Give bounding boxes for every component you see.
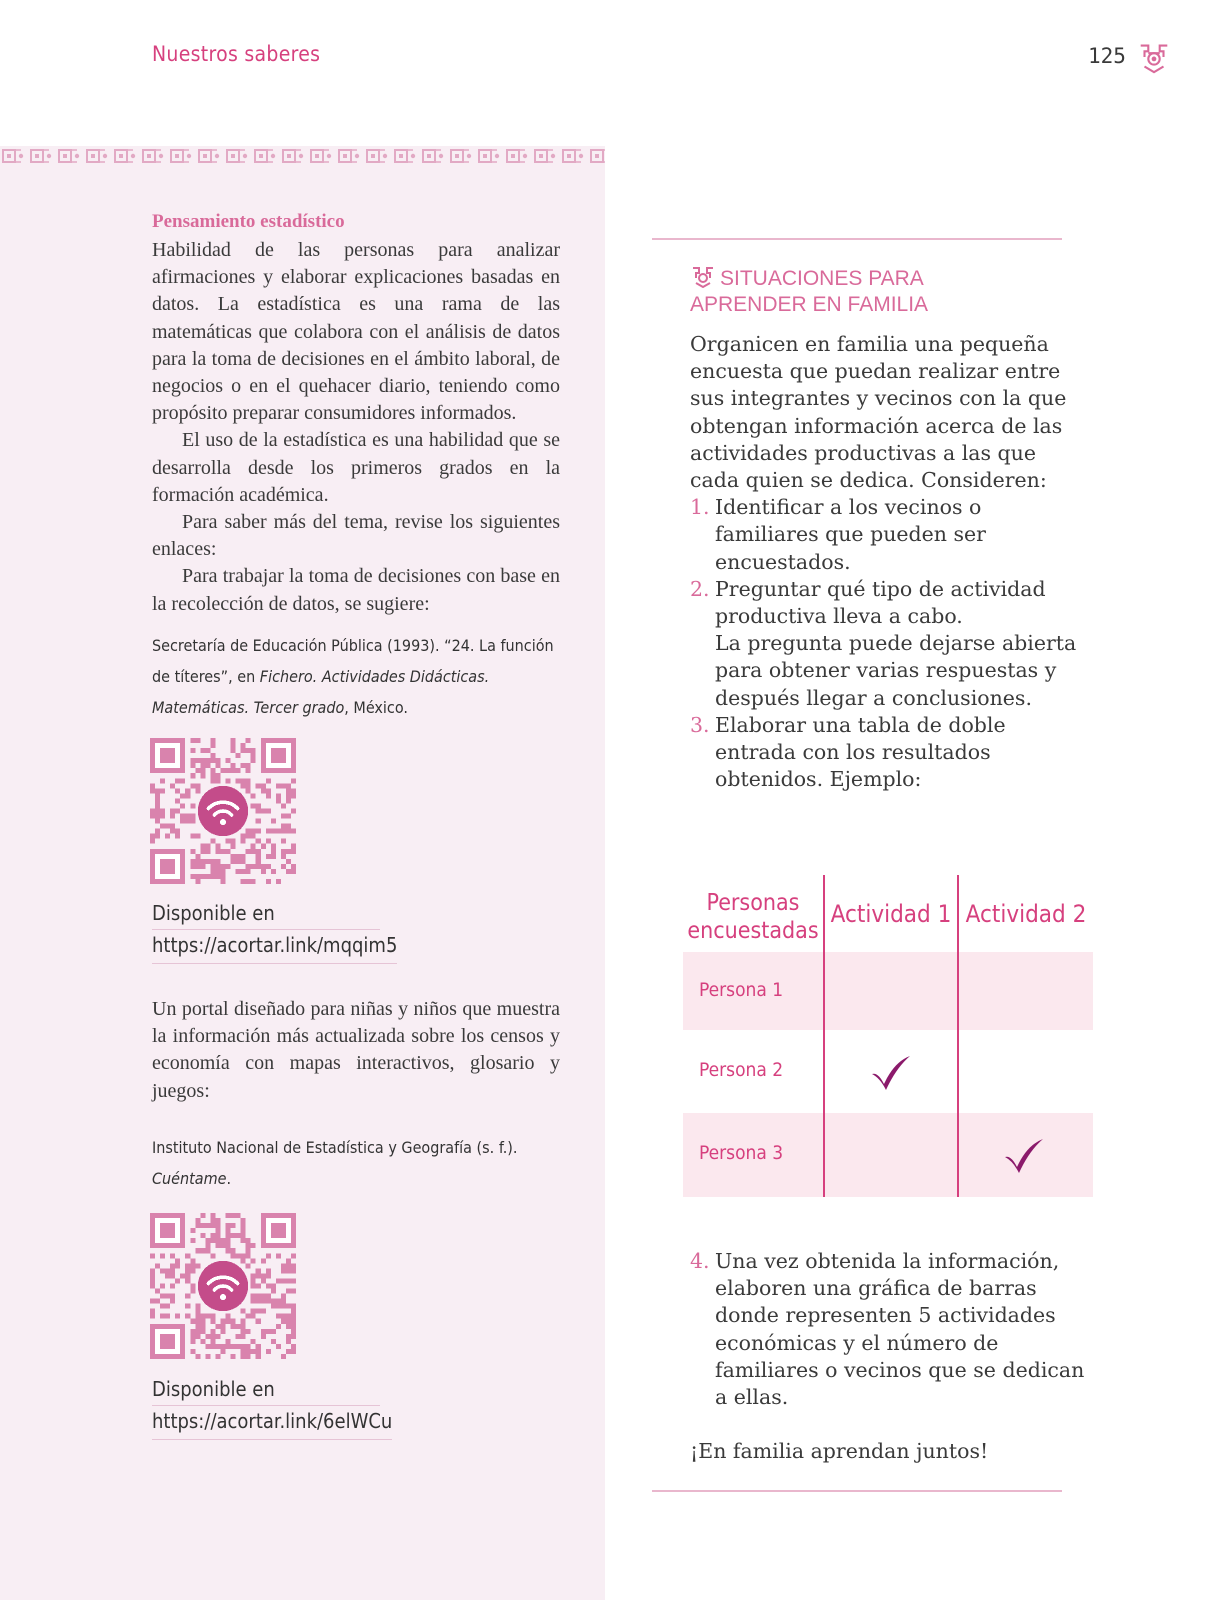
reference-sep: Secretaría de Educación Pública (1993). “24. La función de títeres”, en Fichero. Actividades Didácticas. Matemáticas. Tercer grado, México. [152, 636, 554, 717]
list-item: 4. Una vez obtenida la información, elaboren una gráfica de barras donde representen 5 actividades económicas y el número de familiares o vecinos que se dedican a ellas. [690, 1249, 1085, 1410]
link-mqqim5[interactable]: https://acortar.link/mqqim5 [152, 930, 397, 964]
available-block-1 [152, 898, 560, 964]
statistical-thinking-heading: Pensamiento estadístico [152, 211, 345, 232]
link-6elwcu[interactable]: https://acortar.link/6elWCu [152, 1406, 392, 1440]
statistical-thinking-body [152, 237, 560, 618]
reference-inegi: Instituto Nacional de Estadística y Geografía (s. f.). Cuéntame. [152, 1138, 518, 1188]
family-instructions [690, 331, 1090, 793]
section-title: Nuestros saberes [152, 42, 321, 66]
list-item: 2. Preguntar qué tipo de actividad productiva lleva a cabo. La pregunta puede dejarse abierta para obtener varias respuestas y después llegar a conclusiones. [690, 576, 1077, 710]
check-mark-icon [1001, 1135, 1047, 1175]
available-block-2 [152, 1374, 560, 1440]
available-label: Disponible en [152, 898, 380, 930]
top-divider [652, 238, 1062, 240]
qr-code-1[interactable] [150, 738, 296, 884]
survey-table [683, 875, 1093, 1195]
family-section-title: SITUACIONES PARA APRENDER EN FAMILIA [690, 264, 1090, 318]
table-row-label: Persona 2 [699, 1059, 784, 1081]
ornament-emblem-icon [1135, 38, 1173, 76]
table-header-activity-2: Actividad 2 [965, 900, 1087, 928]
qr-code-2[interactable] [150, 1213, 296, 1359]
available-label: Disponible en [152, 1374, 380, 1406]
check-mark-icon [868, 1052, 914, 1092]
bottom-divider [652, 1490, 1062, 1492]
table-header-people: Personas encuestadas [687, 890, 819, 944]
paragraph: Habilidad de las personas para analizar afirmaciones y elaborar explicaciones basadas en datos. La estadística es una rama de las matemáticas que colabora con el análisis de datos para la toma de decisiones en el ámbito laboral, de negocios o en el quehacer diario, teniendo como propósito preparar consumidores informados. [152, 239, 560, 425]
table-header-activity-1: Actividad 1 [830, 900, 952, 928]
table-row-label: Persona 1 [699, 979, 784, 1001]
list-item: 3. Elaborar una tabla de doble entrada con los resultados obtenidos. Ejemplo: [690, 712, 1006, 792]
decorative-pattern-strip [0, 146, 605, 166]
closing-text: ¡En familia aprendan juntos! [690, 1439, 989, 1463]
paragraph: El uso de la estadística es una habilidad que se desarrolla desde los primeros grados en la formación académica. [152, 429, 560, 506]
ornament-glyph-icon [690, 264, 716, 288]
portal-description: Un portal diseñado para niñas y niños que muestra la información más actualizada sobre los censos y economía con mapas interactivos, glosario y juegos: [152, 998, 560, 1102]
paragraph: Para saber más del tema, revise los siguientes enlaces: [152, 511, 560, 561]
family-intro: Organicen en familia una pequeña encuesta que puedan realizar entre sus integrantes y vecinos con la que obtengan información acerca de las actividades productivas a las que cada quien se dedica. Consideren: [690, 332, 1067, 493]
page-number: 125 [1088, 44, 1126, 68]
step-4 [690, 1248, 1090, 1411]
list-item: 1. Identificar a los vecinos o familiares que pueden ser encuestados. [690, 495, 986, 574]
paragraph: Para trabajar la toma de decisiones con base en la recolección de datos, se sugiere: [152, 565, 560, 615]
steps-list [690, 494, 1090, 793]
table-row-label: Persona 3 [699, 1142, 784, 1164]
